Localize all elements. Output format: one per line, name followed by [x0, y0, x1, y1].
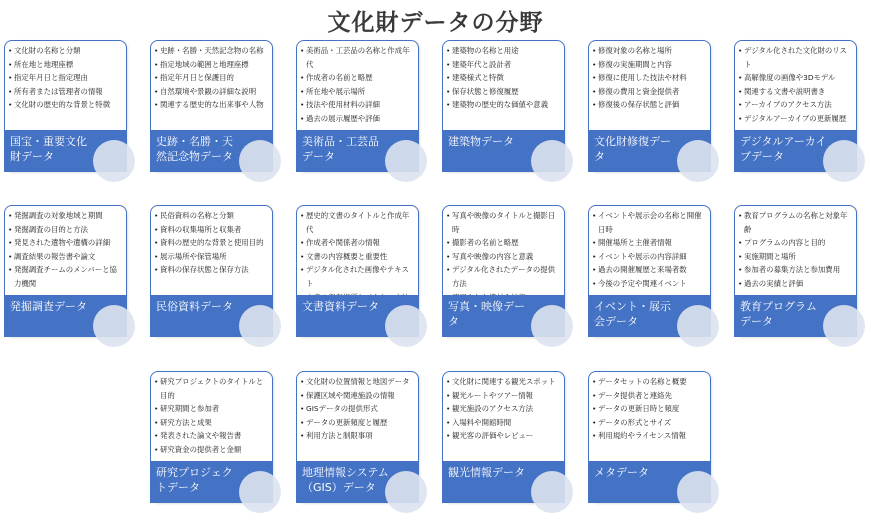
card-label: 美術品・工芸品データ	[302, 135, 379, 163]
card-art-crafts	[296, 40, 419, 172]
card-item: • 発掘調査チームのメンバーと協力機関	[8, 263, 124, 290]
card-item: • 利用方法と制限事項	[300, 429, 416, 443]
card-item: • 撮影者の名前と略歴	[446, 236, 562, 250]
decorative-circle	[239, 305, 281, 347]
card-item: • 入場料や開館時間	[446, 416, 562, 430]
card-label: 発掘調査データ	[10, 300, 87, 313]
card-item: • 保存状態と修復履歴	[446, 85, 562, 99]
card-item: • デジタルアーカイブの更新履歴	[738, 112, 854, 126]
card-item: • 修復後の保存状態と評価	[592, 98, 708, 112]
card-item: • 歴史的文書のタイトルと作成年代	[300, 209, 416, 236]
card-item: • 開催場所と主催者情報	[592, 236, 708, 250]
card-research	[150, 371, 273, 503]
decorative-circle	[531, 305, 573, 347]
card-metadata	[588, 371, 711, 503]
decorative-circle	[823, 305, 865, 347]
card-education	[734, 205, 857, 337]
decorative-circle	[677, 140, 719, 182]
card-excavation	[4, 205, 127, 337]
card-item: • 指定年月日と保護目的	[154, 71, 270, 85]
card-restoration	[588, 40, 711, 172]
card-item: • データの形式とサイズ	[592, 416, 708, 430]
decorative-circle	[93, 140, 135, 182]
decorative-circle	[385, 140, 427, 182]
card-item: • データセットの名称と概要	[592, 375, 708, 389]
card-item: • 修復に使用した技法や材料	[592, 71, 708, 85]
card-tourism	[442, 371, 565, 503]
card-item: • 写真や映像のタイトルと撮影日時	[446, 209, 562, 236]
card-item: • 文化財の位置情報と地図データ	[300, 375, 416, 389]
card-item: • 教育プログラムの名称と対象年齢	[738, 209, 854, 236]
diagram-title: 文化財データの分野	[327, 10, 544, 36]
card-label: 教育プログラムデータ	[740, 300, 817, 328]
card-item: • 研究期間と参加者	[154, 402, 270, 416]
card-item: • 所在地や展示場所	[300, 85, 416, 99]
card-item: • データの更新頻度と履歴	[300, 416, 416, 430]
card-item-list	[154, 375, 270, 457]
card-item: • 建築年代と設計者	[446, 58, 562, 72]
card-label: デジタルアーカイブデータ	[740, 135, 827, 163]
card-item: • デジタル化された画像やテキスト	[300, 263, 416, 290]
card-item: • 資料の保存状態と保存方法	[154, 263, 270, 277]
card-item: • 実施期間と場所	[738, 250, 854, 264]
card-label: 民俗資料データ	[156, 300, 233, 313]
card-item: • 指定年月日と指定理由	[8, 71, 124, 85]
card-item: • 発掘調査の対象地域と期間	[8, 209, 124, 223]
card-item-list	[592, 209, 708, 291]
card-item: • 過去の開催履歴と来場者数	[592, 263, 708, 277]
card-item: • 過去の展示履歴や評価	[300, 112, 416, 126]
card-item: • 修復対象の名称と場所	[592, 44, 708, 58]
card-item-list	[446, 44, 562, 112]
card-item: • デジタル化されたデータの提供方法	[446, 263, 562, 290]
card-item: • 発表された論文や報告書	[154, 429, 270, 443]
card-item: • データの更新日時と頻度	[592, 402, 708, 416]
card-label: 文化財修復データ	[594, 135, 671, 163]
card-item: • 参加者の募集方法と参加費用	[738, 263, 854, 277]
card-item: • 研究資金の提供者と金額	[154, 443, 270, 457]
card-item: • 関連する文書や説明書き	[738, 85, 854, 99]
card-item-list	[8, 44, 124, 112]
card-label: メタデータ	[594, 466, 649, 479]
card-item-list	[154, 209, 270, 277]
card-item-list	[300, 375, 416, 443]
card-item: • 修復の実施期間と内容	[592, 58, 708, 72]
card-digital-archive	[734, 40, 857, 172]
card-item-list	[300, 44, 416, 126]
decorative-circle	[531, 140, 573, 182]
card-item: • 資料の収集場所と収集者	[154, 223, 270, 237]
card-item: • 文化財の歴史的な背景と特徴	[8, 98, 124, 112]
decorative-circle	[677, 471, 719, 513]
card-documents	[296, 205, 419, 337]
card-item: • 美術品・工芸品の名称と作成年代	[300, 44, 416, 71]
card-item: • 修復の費用と資金提供者	[592, 85, 708, 99]
card-item: • 資料の歴史的な背景と使用目的	[154, 236, 270, 250]
card-item: • 発掘調査の目的と方法	[8, 223, 124, 237]
card-gis	[296, 371, 419, 503]
card-item: • 観光施設のアクセス方法	[446, 402, 562, 416]
card-item: • データ提供者と連絡先	[592, 389, 708, 403]
decorative-circle	[823, 140, 865, 182]
card-item: • 指定地域の範囲と地理座標	[154, 58, 270, 72]
decorative-circle	[385, 471, 427, 513]
card-item: • アーカイブのアクセス方法	[738, 98, 854, 112]
card-item: • 発見された遺物や遺構の詳細	[8, 236, 124, 250]
card-label: 建築物データ	[448, 135, 514, 148]
decorative-circle	[531, 471, 573, 513]
card-item: • 所有者または管理者の情報	[8, 85, 124, 99]
card-item: • GISデータの提供形式	[300, 402, 416, 416]
card-item-list	[446, 209, 562, 304]
card-item: • 観光客の評価やレビュー	[446, 429, 562, 443]
card-label: 写真・映像データ	[448, 300, 525, 328]
decorative-circle	[677, 305, 719, 347]
card-item: • 建築様式と特徴	[446, 71, 562, 85]
card-item: • イベントや展示の内容詳細	[592, 250, 708, 264]
card-label: 地理情報システム（GIS）データ	[302, 466, 389, 494]
card-historic-sites	[150, 40, 273, 172]
card-item: • 建築物の名称と用途	[446, 44, 562, 58]
card-item: • 過去の実績と評価	[738, 277, 854, 291]
card-label: 国宝・重要文化財データ	[10, 135, 87, 163]
card-item-list	[300, 209, 416, 304]
card-item: • 作成者や関係者の情報	[300, 236, 416, 250]
card-item-list	[592, 44, 708, 112]
card-item: • 研究方法と成果	[154, 416, 270, 430]
card-folk-materials	[150, 205, 273, 337]
card-item: • 調査結果の報告書や論文	[8, 250, 124, 264]
card-label: イベント・展示会データ	[594, 300, 671, 328]
card-item: • 民俗資料の名称と分類	[154, 209, 270, 223]
card-events	[588, 205, 711, 337]
card-item-list	[8, 209, 124, 291]
decorative-circle	[239, 140, 281, 182]
card-item: • 文書の内容概要と重要性	[300, 250, 416, 264]
card-photo-video	[442, 205, 565, 337]
card-item: • 文化財に関連する観光スポット	[446, 375, 562, 389]
card-item: • 研究プロジェクトのタイトルと目的	[154, 375, 270, 402]
card-item: • 写真や映像の内容と意義	[446, 250, 562, 264]
card-item: • 技法や使用材料の詳細	[300, 98, 416, 112]
card-national-treasures	[4, 40, 127, 172]
card-item: • 保護区域や関連施設の情報	[300, 389, 416, 403]
card-item-list	[154, 44, 270, 112]
decorative-circle	[93, 305, 135, 347]
card-item-list	[738, 44, 854, 126]
card-item: • 文化財の名称と分類	[8, 44, 124, 58]
card-item: • デジタル化された文化財のリスト	[738, 44, 854, 71]
card-item: • 自然環境や景観の詳細な説明	[154, 85, 270, 99]
decorative-circle	[385, 305, 427, 347]
card-item: • プログラムの内容と目的	[738, 236, 854, 250]
card-item: • 今後の予定や関連イベント	[592, 277, 708, 291]
card-item: • 利用規約やライセンス情報	[592, 429, 708, 443]
card-item: • 史跡・名勝・天然記念物の名称	[154, 44, 270, 58]
card-item: • 所在地と地理座標	[8, 58, 124, 72]
card-item: • 高解像度の画像や3Dモデル	[738, 71, 854, 85]
card-item: • 展示場所や保管場所	[154, 250, 270, 264]
card-label: 文書資料データ	[302, 300, 379, 313]
card-item: • 観光ルートやツアー情報	[446, 389, 562, 403]
card-item-list	[738, 209, 854, 291]
card-item-list	[592, 375, 708, 443]
card-item: • 関連する歴史的な出来事や人物	[154, 98, 270, 112]
decorative-circle	[239, 471, 281, 513]
card-label: 観光情報データ	[448, 466, 525, 479]
card-item-list	[446, 375, 562, 443]
card-label: 研究プロジェクトデータ	[156, 466, 233, 494]
card-label: 史跡・名勝・天然記念物データ	[156, 135, 233, 163]
card-item: • 作成者の名前と略歴	[300, 71, 416, 85]
card-item: • 建築物の歴史的な価値や意義	[446, 98, 562, 112]
card-item: • イベントや展示会の名称と開催日時	[592, 209, 708, 236]
card-buildings	[442, 40, 565, 172]
